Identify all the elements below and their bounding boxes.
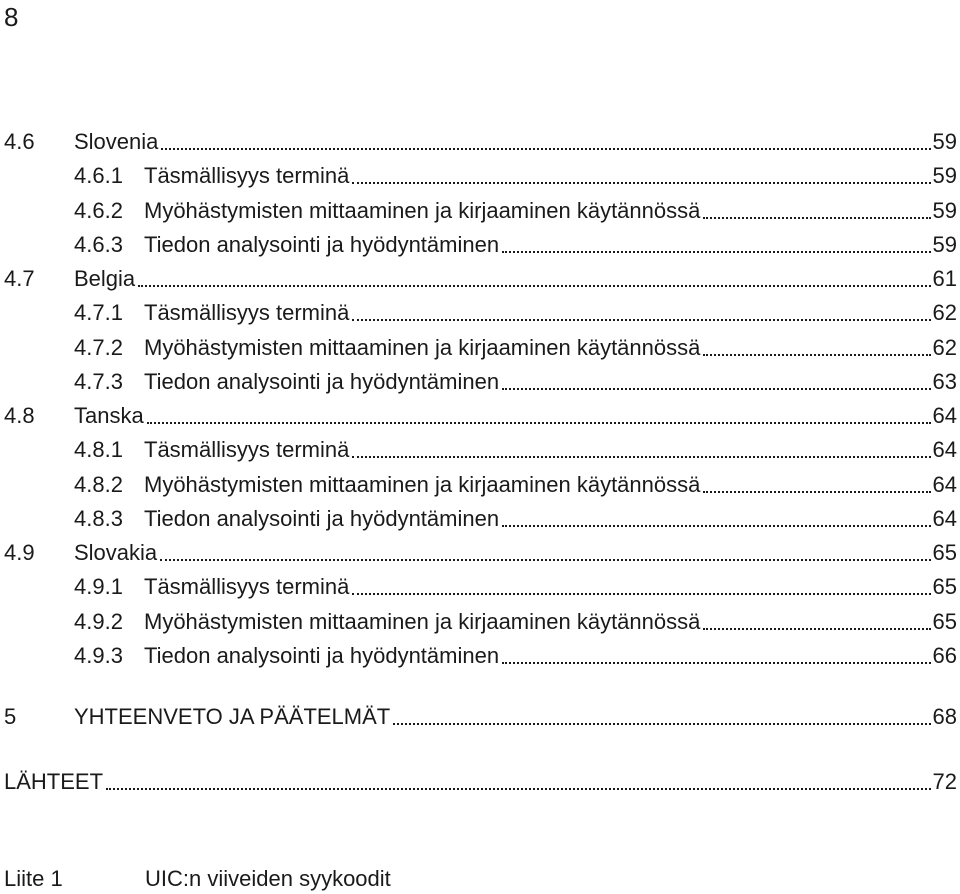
toc-leader-dots <box>502 662 930 664</box>
toc-entry-title: Täsmällisyys terminä <box>144 574 350 599</box>
toc-entry[interactable] <box>74 605 957 639</box>
toc-entry-number: 4.6.3 <box>74 232 123 257</box>
toc-leader-dots <box>106 788 930 790</box>
toc-entry[interactable] <box>74 468 957 502</box>
toc-leader-dots <box>703 354 930 356</box>
toc-entry-number: 4.9.1 <box>74 574 123 599</box>
toc-entry-page: 59 <box>932 163 957 188</box>
toc-leader-dots <box>352 182 930 184</box>
toc-leader-dots <box>703 628 930 630</box>
toc-entry[interactable] <box>74 228 957 262</box>
toc-entry-page: 68 <box>932 704 957 729</box>
toc-entry-title: Belgia <box>74 266 136 291</box>
toc-entry-number: 4.8.2 <box>74 472 123 497</box>
toc-entry-number: 4.6.1 <box>74 163 123 188</box>
toc-entry-number: 4.8.3 <box>74 506 123 531</box>
page-number: 8 <box>4 2 19 32</box>
toc-entry-page: 63 <box>932 369 957 394</box>
toc-entry[interactable] <box>74 639 957 673</box>
toc-entry-number: 4.8.1 <box>74 437 123 462</box>
toc-entry-title: Myöhästymisten mittaaminen ja kirjaaminen käytännössä <box>144 609 701 634</box>
toc-entry[interactable] <box>74 570 957 604</box>
toc-entry[interactable] <box>4 765 957 799</box>
toc-entry-page: 62 <box>932 335 957 360</box>
toc-entry-title: Täsmällisyys terminä <box>144 163 350 188</box>
toc-entry-title: LÄHTEET <box>4 769 104 794</box>
toc-leader-dots <box>502 525 930 527</box>
toc-entry[interactable] <box>74 194 957 228</box>
toc-entry-title: Täsmällisyys terminä <box>144 300 350 325</box>
toc-entry[interactable] <box>74 296 957 330</box>
toc-entry-number: 5 <box>4 704 17 729</box>
toc-entry-page: 62 <box>932 300 957 325</box>
toc-entry-number: 4.8 <box>4 403 35 428</box>
toc-entry-title: Myöhästymisten mittaaminen ja kirjaaminen käytännössä <box>144 472 701 497</box>
toc-leader-dots <box>138 285 930 287</box>
toc-leader-dots <box>393 723 930 725</box>
toc-entry-number: 4.6.2 <box>74 198 123 223</box>
toc-entry-page: 65 <box>932 574 957 599</box>
toc-entry-page: 59 <box>932 198 957 223</box>
toc-entry[interactable] <box>74 331 957 365</box>
toc-entry-page: 65 <box>932 609 957 634</box>
toc-entry[interactable] <box>74 365 957 399</box>
toc-entry-title: YHTEENVETO JA PÄÄTELMÄT <box>74 704 391 729</box>
toc-entry-page: 65 <box>932 540 957 565</box>
appendix-entry[interactable] <box>4 864 391 894</box>
toc-entry-page: 59 <box>932 232 957 257</box>
toc-entry-page: 64 <box>932 472 957 497</box>
toc-entry-title: Slovakia <box>74 540 158 565</box>
toc-entry-title: Myöhästymisten mittaaminen ja kirjaaminen käytännössä <box>144 198 701 223</box>
toc-entry-title: Tiedon analysointi ja hyödyntäminen <box>144 506 500 531</box>
toc-entry-title: Täsmällisyys terminä <box>144 437 350 462</box>
toc-entry[interactable] <box>4 262 957 296</box>
toc-entry-page: 72 <box>932 769 957 794</box>
toc-entry[interactable] <box>74 502 957 536</box>
toc-leader-dots <box>502 251 930 253</box>
toc-entry-page: 64 <box>932 403 957 428</box>
toc-leader-dots <box>147 422 931 424</box>
toc-leader-dots <box>160 559 930 561</box>
toc-entry-number: 4.9 <box>4 540 35 565</box>
toc-entry-title: Tiedon analysointi ja hyödyntäminen <box>144 643 500 668</box>
toc-entry-page: 64 <box>932 506 957 531</box>
toc-entry-title: Myöhästymisten mittaaminen ja kirjaaminen käytännössä <box>144 335 701 360</box>
toc-entry[interactable] <box>74 159 957 193</box>
toc-entry-page: 59 <box>932 129 957 154</box>
toc-entry-page: 61 <box>932 266 957 291</box>
toc-entry-page: 66 <box>932 643 957 668</box>
toc-entry-number: 4.7.2 <box>74 335 123 360</box>
toc-leader-dots <box>161 148 930 150</box>
toc-entry-number: 4.9.3 <box>74 643 123 668</box>
toc-leader-dots <box>352 593 930 595</box>
toc-entry-number: 4.7 <box>4 266 35 291</box>
toc-leader-dots <box>703 491 930 493</box>
toc-entry[interactable] <box>4 700 957 734</box>
toc-entry[interactable] <box>4 125 957 159</box>
toc-entry[interactable] <box>4 536 957 570</box>
toc-entry-title: Slovenia <box>74 129 159 154</box>
toc-leader-dots <box>352 456 930 458</box>
toc-entry-number: 4.7.3 <box>74 369 123 394</box>
toc-entry[interactable] <box>4 399 957 433</box>
toc-entry-number: 4.6 <box>4 129 35 154</box>
toc-entry-title: Tiedon analysointi ja hyödyntäminen <box>144 232 500 257</box>
toc-entry-number: 4.7.1 <box>74 300 123 325</box>
appendix-label: Liite 1 <box>4 866 63 891</box>
toc-entry-page: 64 <box>932 437 957 462</box>
appendix-title: UIC:n viiveiden syykoodit <box>145 866 391 891</box>
toc-entry[interactable] <box>74 433 957 467</box>
toc-leader-dots <box>502 388 930 390</box>
toc-leader-dots <box>352 319 930 321</box>
toc-entry-title: Tanska <box>74 403 144 428</box>
toc-leader-dots <box>703 217 930 219</box>
toc-entry-number: 4.9.2 <box>74 609 123 634</box>
toc-entry-title: Tiedon analysointi ja hyödyntäminen <box>144 369 500 394</box>
